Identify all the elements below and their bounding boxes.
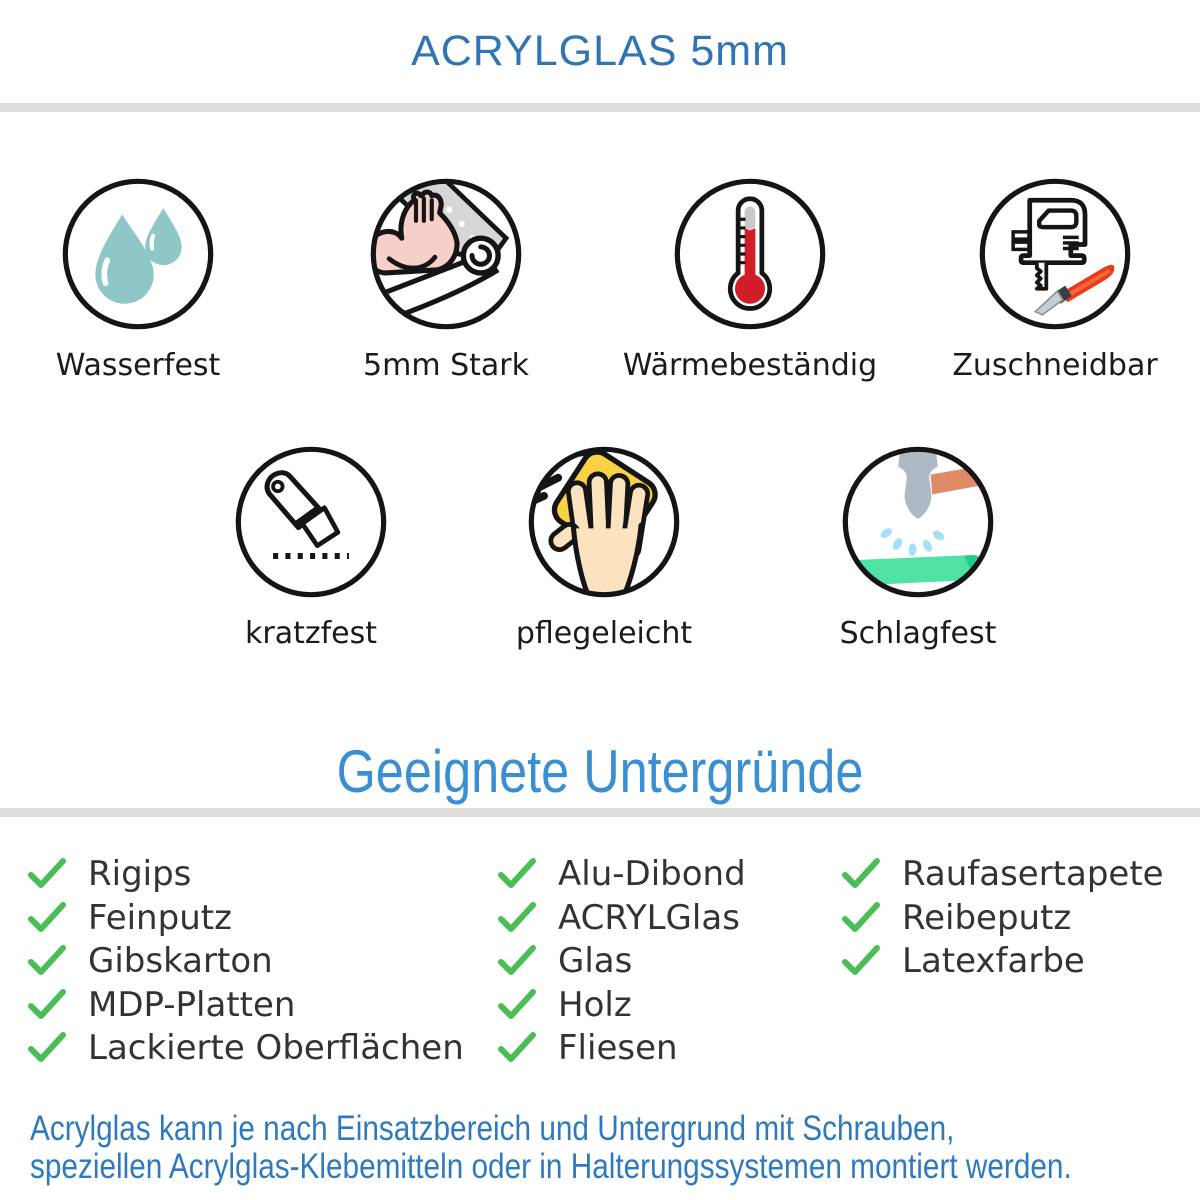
list-item-label: Holz <box>558 985 632 1025</box>
list-item <box>498 898 740 938</box>
list-item <box>498 854 746 894</box>
feature-schlagfest <box>778 443 1058 650</box>
list-item <box>498 1028 678 1068</box>
list-item-label: Reibeputz <box>902 898 1072 938</box>
feature-pflegeleicht <box>464 443 744 650</box>
list-item <box>498 985 632 1025</box>
check-icon <box>28 902 66 934</box>
feature-5mm-stark <box>306 175 586 382</box>
list-item <box>28 1028 464 1068</box>
list-item <box>842 941 1085 981</box>
check-icon <box>842 858 880 890</box>
list-item <box>842 898 1071 938</box>
list-item-label: MDP-Platten <box>88 985 296 1025</box>
check-icon <box>28 945 66 977</box>
water-drops-icon <box>59 175 217 333</box>
feature-label: 5mm Stark <box>363 348 529 383</box>
list-item-label: Lackierte Oberflächen <box>88 1028 464 1068</box>
list-item <box>498 941 632 981</box>
thermometer-icon <box>671 175 829 333</box>
feature-zuschneidbar <box>915 175 1195 382</box>
check-icon <box>498 1032 536 1064</box>
surfaces-heading: Geeignete Untergründe <box>336 738 864 805</box>
list-item-label: Rigips <box>88 854 192 894</box>
list-item <box>842 854 1164 894</box>
utility-knife-icon <box>232 443 390 601</box>
list-item-label: Fliesen <box>558 1028 678 1068</box>
hammer-icon <box>839 443 997 601</box>
page-title: ACRYLGLAS 5mm <box>411 27 789 75</box>
list-item <box>28 941 273 981</box>
list-item-label: Raufasertapete <box>902 854 1164 894</box>
feature-label: Schlagfest <box>839 616 997 651</box>
feature-label: kratzfest <box>244 616 377 651</box>
list-item-label: Feinputz <box>88 898 232 938</box>
check-icon <box>498 945 536 977</box>
check-icon <box>498 902 536 934</box>
list-item-label: Gibskarton <box>88 941 273 981</box>
jigsaw-knife-icon <box>976 175 1134 333</box>
check-icon <box>842 902 880 934</box>
check-icon <box>28 1032 66 1064</box>
feature-waermebestaendig <box>610 175 890 382</box>
feature-wasserfest <box>0 175 278 382</box>
muscle-arm-icon <box>367 175 525 333</box>
list-item-label: ACRYLGlas <box>558 898 740 938</box>
hand-cloth-icon <box>525 443 683 601</box>
list-item <box>28 898 232 938</box>
list-item <box>28 854 191 894</box>
check-icon <box>498 858 536 890</box>
feature-label: Wärmebeständig <box>622 348 878 383</box>
feature-label: pflegeleicht <box>515 616 693 651</box>
list-item-label: Glas <box>558 941 633 981</box>
check-icon <box>498 989 536 1021</box>
feature-kratzfest <box>171 443 451 650</box>
divider-top <box>0 103 1200 112</box>
check-icon <box>842 945 880 977</box>
divider-middle <box>0 808 1200 817</box>
feature-label: Zuschneidbar <box>952 348 1158 383</box>
mounting-note-line2: speziellen Acrylglas-Klebemitteln oder in Halterungssystemen montiert werden. <box>30 1147 1072 1186</box>
list-item-label: Alu-Dibond <box>558 854 746 894</box>
feature-label: Wasserfest <box>55 348 221 383</box>
check-icon <box>28 858 66 890</box>
list-item-label: Latexfarbe <box>902 941 1085 981</box>
mounting-note-line1: Acrylglas kann je nach Einsatzbereich und Untergrund mit Schrauben, <box>30 1109 955 1148</box>
list-item <box>28 985 295 1025</box>
check-icon <box>28 989 66 1021</box>
mounting-note <box>30 1110 1200 1186</box>
